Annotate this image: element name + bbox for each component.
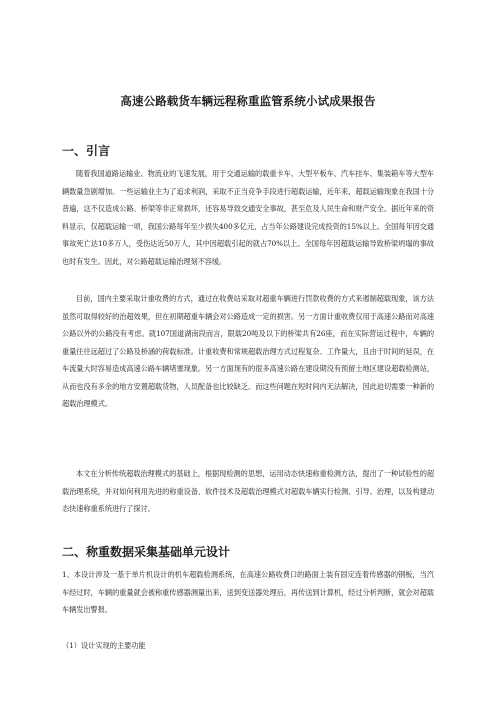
document-title: 高速公路载货车辆远程称重监管系统小试成果报告 <box>120 94 376 108</box>
subheading-main-functions: （1）设计实现的主要功能 <box>62 641 146 650</box>
paragraph-introduction-2: 目前，国内主要采取计重收费的方式，通过在收费站采取对超重车辆进行罚款收费的方式来遏制超载现象，该方法虽然可取得较好的治超效果，但在初期超重车辆会对公路造成一定的损害。另一方面计重收费仅用于高速公路而对高速公路以外的公路没有考虑。就107国道湖南段而言，限载20吨及以下的桥梁共有26座，而在实际营运过程中，车辆的重量往往远超过了公路及桥涵的荷载标准。计重收费和常规超载治理方式过程复杂、工作量大，且由于时间的延误，在车流量大时容易造成高速公路车辆堵塞现象。另一方面现有的很多高速公路在建设期没有预留土地区建设超载检测站，从而也没有多余的地方安置超载货物，人员配备也比较缺乏。而这些问题在短时间内无法解决，因此迫切需要一种新的超载治理模式。 <box>62 294 434 408</box>
section-heading-introduction: 一、引言 <box>62 144 111 158</box>
paragraph-introduction-1: 随着我国道路运输业、物流业的飞速发展，用于交通运输的载重卡车、大型平板车、汽车挂车、集装箱车等大型车辆数量急剧增加。一些运输业主为了追求利润，采取不正当竞争手段进行超载运输，近年来，超载运输现象在我国十分普遍，这不仅造成公路、桥梁等非正常损坏，还容易导致交通安全事故，甚至危及人民生命和财产安全。据近年来的资料显示，仅超载运输一项，我国公路每年至少损失400多亿元，占当年公路建设完成投资的15%以上。全国每年因交通事故死亡达10多万人，受伤达近50万人，其中因超载引起的就占70%以上。全国每年因超载运输导致桥梁坍塌的事故也时有发生。因此，对公路超载运输治理刻不容缓。 <box>62 169 434 266</box>
paragraph-introduction-3: 本文在分析传统超载治理模式的基础上，根据现检测的思想，运用动态快速称重检测方法，提出了一种试验性的超载治理系统，并对如何利用先进的称重设备、软件技术及超载治理模式对超载车辆实行检测、引导、治理，以及构建动态快速称重系统进行了探讨。 <box>62 469 434 513</box>
section-heading-weighing-unit: 二、称重数据采集基础单元设计 <box>62 545 231 559</box>
paragraph-weighing-unit-1: 1、本设计涉及一基于单片机设计的机车超载检测系统，在高速公路收费口的路面上装有固定连着传感器的钢板，当汽车经过时，车辆的重量就会被称重传感器测量出来，送到变送器处理后，再传送到计算机，经过分析判断，就会对超载车辆发出警报。 <box>62 570 434 614</box>
